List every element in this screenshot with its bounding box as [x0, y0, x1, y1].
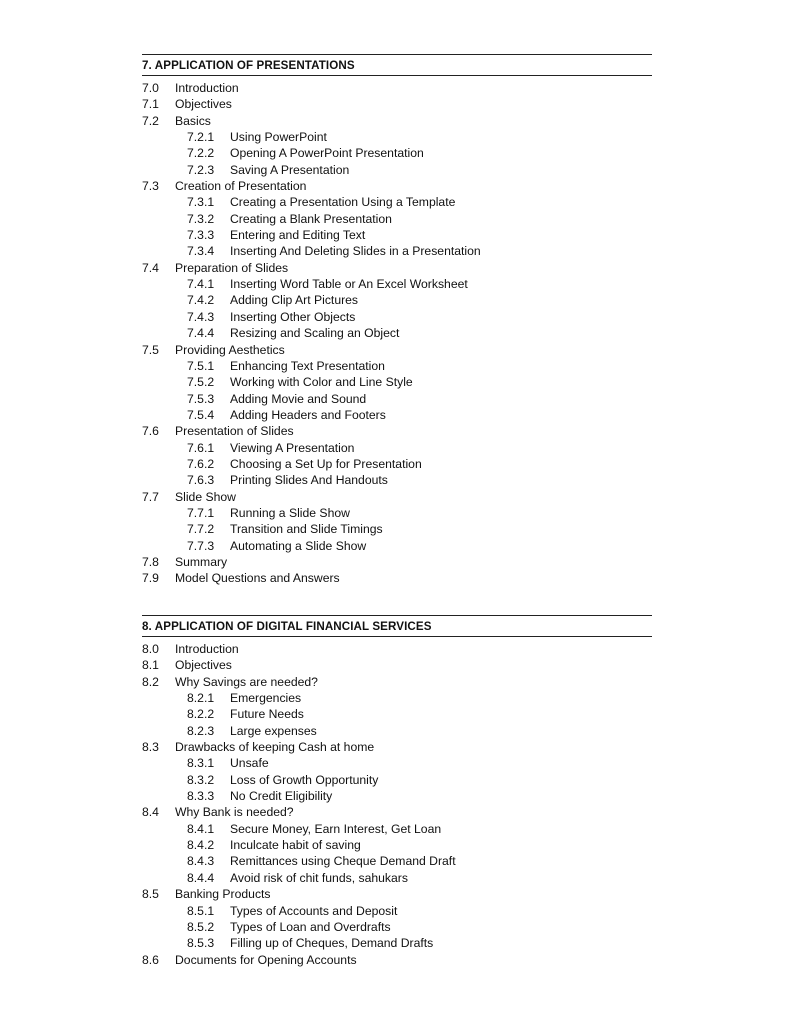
entry-title: Transition and Slide Timings — [230, 522, 383, 537]
entry-title: Inserting And Deleting Slides in a Presentation — [230, 244, 481, 259]
entry-number: 8.5.1 — [187, 903, 215, 918]
toc-subentry — [142, 309, 652, 325]
entry-number: 7.5.1 — [187, 358, 215, 373]
entry-title: Resizing and Scaling an Object — [230, 326, 400, 341]
entry-title: Working with Color and Line Style — [230, 375, 413, 390]
toc-entry — [142, 554, 652, 570]
entry-number: 7.4.4 — [187, 326, 215, 341]
entry-number: 7.4.1 — [187, 277, 215, 292]
entry-number: 7.2.3 — [187, 162, 215, 177]
entry-title: Types of Loan and Overdrafts — [230, 919, 391, 934]
entry-title: Objectives — [175, 658, 232, 673]
entry-number: 7.3.4 — [187, 244, 215, 259]
toc-entry — [142, 96, 652, 112]
entry-number: 8.2.1 — [187, 691, 215, 706]
entry-number: 8.2.2 — [187, 707, 215, 722]
entry-number: 8.6 — [142, 952, 159, 967]
entry-title: Future Needs — [230, 707, 304, 722]
heading-rule — [142, 75, 652, 76]
entry-title: Providing Aesthetics — [175, 342, 285, 357]
entry-number: 8.5.3 — [187, 936, 215, 951]
entry-title: Basics — [175, 113, 211, 128]
toc-subentry — [142, 407, 652, 423]
toc-list — [142, 80, 652, 587]
entry-title: Automating a Slide Show — [230, 538, 367, 553]
entry-title: Opening A PowerPoint Presentation — [230, 146, 424, 161]
entry-title: Emergencies — [230, 691, 302, 706]
entry-title: Creating a Presentation Using a Template — [230, 195, 456, 210]
toc-entry — [142, 260, 652, 276]
toc-entry — [142, 113, 652, 129]
entry-number: 8.3.3 — [187, 789, 215, 804]
entry-title: Unsafe — [230, 756, 269, 771]
toc-subentry — [142, 772, 652, 788]
toc-subentry — [142, 870, 652, 886]
entry-title: Preparation of Slides — [175, 260, 289, 275]
entry-number: 8.0 — [142, 642, 159, 656]
toc-entry — [142, 952, 652, 968]
entry-number: 7.2 — [142, 113, 159, 128]
entry-title: Inculcate habit of saving — [230, 838, 361, 853]
entry-title: Types of Accounts and Deposit — [230, 903, 398, 918]
section-digital-financial-services — [142, 615, 652, 968]
entry-number: 7.0 — [142, 81, 159, 95]
toc-subentry — [142, 276, 652, 292]
entry-title: Inserting Word Table or An Excel Worksheet — [230, 277, 468, 292]
toc-subentry — [142, 374, 652, 390]
entry-number: 7.7.3 — [187, 538, 215, 553]
entry-number: 8.2.3 — [187, 723, 215, 738]
entry-title: Introduction — [175, 81, 239, 95]
entry-number: 8.1 — [142, 658, 159, 673]
entry-title: Documents for Opening Accounts — [175, 952, 357, 967]
toc-subentry — [142, 755, 652, 771]
toc-subentry — [142, 227, 652, 243]
entry-title: Inserting Other Objects — [230, 309, 356, 324]
toc-entry — [142, 739, 652, 755]
toc-subentry — [142, 723, 652, 739]
toc-subentry — [142, 194, 652, 210]
entry-title: Viewing A Presentation — [230, 440, 355, 455]
entry-number: 7.5 — [142, 342, 159, 357]
toc-subentry — [142, 788, 652, 804]
entry-title: Banking Products — [175, 887, 271, 902]
entry-title: Introduction — [175, 642, 239, 656]
entry-title: Slide Show — [175, 489, 236, 504]
toc-subentry — [142, 853, 652, 869]
toc-subentry — [142, 129, 652, 145]
entry-title: Using PowerPoint — [230, 130, 327, 145]
toc-subentry — [142, 292, 652, 308]
entry-title: Creating a Blank Presentation — [230, 211, 392, 226]
entry-title: Running a Slide Show — [230, 505, 350, 520]
entry-number: 8.5.2 — [187, 919, 215, 934]
entry-number: 7.4.3 — [187, 309, 215, 324]
toc-subentry — [142, 935, 652, 951]
entry-title: Enhancing Text Presentation — [230, 358, 385, 373]
toc-entry — [142, 641, 652, 657]
entry-title: Creation of Presentation — [175, 179, 307, 194]
entry-title: Entering and Editing Text — [230, 228, 366, 243]
entry-number: 7.7.2 — [187, 522, 215, 537]
toc-entry — [142, 80, 652, 96]
entry-number: 8.4.3 — [187, 854, 215, 869]
toc-subentry — [142, 903, 652, 919]
toc-subentry — [142, 145, 652, 161]
toc-subentry — [142, 690, 652, 706]
entry-number: 7.5.2 — [187, 375, 215, 390]
toc-entry — [142, 886, 652, 902]
entry-number: 7.7.1 — [187, 505, 215, 520]
toc-subentry — [142, 919, 652, 935]
entry-title: Adding Clip Art Pictures — [230, 293, 359, 308]
entry-title: Objectives — [175, 97, 232, 112]
toc-entry — [142, 423, 652, 439]
entry-number: 7.6 — [142, 424, 159, 439]
entry-title: Secure Money, Earn Interest, Get Loan — [230, 821, 442, 836]
entry-number: 7.3.2 — [187, 211, 215, 226]
toc-entry — [142, 804, 652, 820]
entry-number: 7.5.4 — [187, 407, 215, 422]
entry-title: Adding Headers and Footers — [230, 407, 386, 422]
entry-number: 7.8 — [142, 554, 159, 569]
entry-number: 7.4 — [142, 260, 159, 275]
toc-subentry — [142, 837, 652, 853]
toc-entry — [142, 570, 652, 586]
entry-number: 7.1 — [142, 97, 159, 112]
toc-subentry — [142, 472, 652, 488]
entry-title: Printing Slides And Handouts — [230, 473, 388, 488]
entry-number: 8.3 — [142, 740, 159, 755]
entry-number: 8.3.1 — [187, 756, 215, 771]
entry-title: Why Bank is needed? — [175, 805, 294, 820]
entry-number: 7.6.1 — [187, 440, 215, 455]
entry-title: Large expenses — [230, 723, 317, 738]
toc-subentry — [142, 538, 652, 554]
toc-subentry — [142, 211, 652, 227]
toc-entry — [142, 657, 652, 673]
entry-title: Model Questions and Answers — [175, 571, 340, 586]
toc-entry — [142, 342, 652, 358]
entry-number: 7.5.3 — [187, 391, 215, 406]
toc-subentry — [142, 821, 652, 837]
toc-subentry — [142, 440, 652, 456]
entry-number: 8.4.4 — [187, 870, 215, 885]
toc-subentry — [142, 521, 652, 537]
entry-number: 7.3 — [142, 179, 159, 194]
toc-list — [142, 641, 652, 968]
entry-title: Saving A Presentation — [230, 162, 350, 177]
toc-subentry — [142, 243, 652, 259]
toc-entry — [142, 178, 652, 194]
entry-title: Remittances using Cheque Demand Draft — [230, 854, 456, 869]
toc-subentry — [142, 456, 652, 472]
entry-number: 7.3.1 — [187, 195, 215, 210]
toc-subentry — [142, 162, 652, 178]
toc-entry — [142, 674, 652, 690]
toc-subentry — [142, 505, 652, 521]
entry-title: Filling up of Cheques, Demand Drafts — [230, 936, 434, 951]
section-heading: 8. APPLICATION OF DIGITAL FINANCIAL SERVICES — [142, 620, 432, 633]
entry-title: No Credit Eligibility — [230, 789, 333, 804]
entry-title: Summary — [175, 554, 228, 569]
entry-title: Avoid risk of chit funds, sahukars — [230, 870, 408, 885]
entry-number: 7.3.3 — [187, 228, 215, 243]
entry-number: 7.6.3 — [187, 473, 215, 488]
entry-number: 7.6.2 — [187, 456, 215, 471]
entry-number: 8.4 — [142, 805, 159, 820]
toc-subentry — [142, 706, 652, 722]
section-presentations — [142, 54, 652, 587]
entry-number: 8.3.2 — [187, 772, 215, 787]
toc-subentry — [142, 358, 652, 374]
entry-number: 8.2 — [142, 674, 159, 689]
toc-entry — [142, 489, 652, 505]
entry-number: 7.2.1 — [187, 130, 215, 145]
entry-title: Loss of Growth Opportunity — [230, 772, 379, 787]
entry-number: 8.5 — [142, 887, 159, 902]
entry-number: 8.4.1 — [187, 821, 215, 836]
entry-number: 7.4.2 — [187, 293, 215, 308]
entry-title: Presentation of Slides — [175, 424, 294, 439]
entry-number: 7.2.2 — [187, 146, 215, 161]
entry-number: 8.4.2 — [187, 838, 215, 853]
entry-title: Adding Movie and Sound — [230, 391, 367, 406]
heading-rule — [142, 636, 652, 637]
entry-title: Drawbacks of keeping Cash at home — [175, 740, 375, 755]
entry-number: 7.9 — [142, 571, 159, 586]
entry-title: Why Savings are needed? — [175, 674, 318, 689]
entry-title: Choosing a Set Up for Presentation — [230, 456, 422, 471]
toc-subentry — [142, 325, 652, 341]
toc-subentry — [142, 391, 652, 407]
section-heading: 7. APPLICATION OF PRESENTATIONS — [142, 59, 355, 72]
entry-number: 7.7 — [142, 489, 159, 504]
